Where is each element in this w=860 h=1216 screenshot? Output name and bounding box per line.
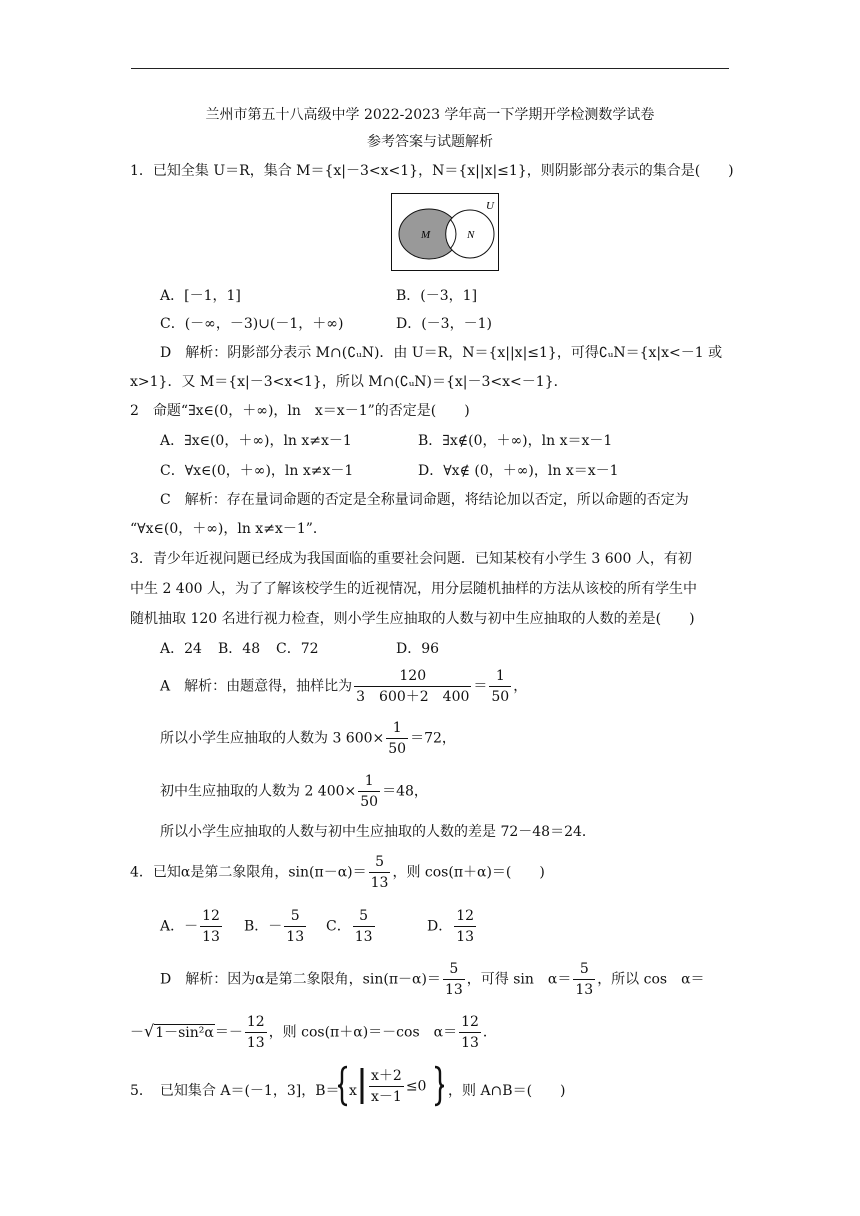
- document-title: 兰州市第五十八高级中学 2022-2023 学年高一下学期开学检测数学试卷: [205, 107, 655, 123]
- frac-denominator: 3 600＋2 400: [354, 686, 471, 706]
- q3-stem-line1: 3．青少年近视问题已经成为我国面临的重要社会问题．已知某校有小学生 3 600 人，有初: [130, 551, 692, 567]
- q2-option-a: A．∃x∈(0，＋∞)，ln x≠x－1: [160, 433, 352, 449]
- frac-denominator: 13: [245, 1032, 267, 1052]
- q2-solution-line1: C 解析：存在量词命题的否定是全称量词命题，将结论加以否定，所以命题的否定为: [160, 492, 689, 508]
- punctuation: ．: [482, 1024, 497, 1041]
- q2-option-b: B．∃x∉(0，＋∞)，ln x＝x－1: [418, 433, 613, 449]
- q1-solution-line2: x>1}．又 M＝{x|－3<x<1}，所以 M∩(∁ᵤN)＝{x|－3<x<－1}．: [130, 374, 568, 390]
- q4-stem-text: 4．已知α是第二象限角，sin(π－α)＝: [130, 864, 367, 881]
- q3-sol3-result: ＝48，: [382, 783, 428, 800]
- frac-numerator: 5: [375, 854, 384, 870]
- frac-numerator: 12: [202, 908, 220, 924]
- minus-sign: －: [130, 1024, 144, 1041]
- q3-solution-line1: [160, 667, 527, 706]
- q4-stem: [130, 853, 545, 892]
- q3-sol2-text: 所以小学生应抽取的人数为 3 600×: [160, 730, 385, 747]
- frac-denominator: 50: [489, 686, 511, 706]
- venn-label-u: U: [486, 200, 494, 212]
- frac-denominator: 50: [358, 791, 380, 811]
- q3-fraction: [386, 719, 408, 758]
- sqrt-sign: √: [144, 1021, 155, 1041]
- set-condition: [367, 1067, 426, 1106]
- q2-option-c: C．∀x∈(0，＋∞)，ln x≠x－1: [160, 463, 354, 479]
- q3-sol1-text: A 解析：由题意得，抽样比为: [160, 678, 353, 695]
- q4-sol1-end: ，所以 cos α＝: [597, 971, 705, 988]
- q3-solution-line4: 所以小学生应抽取的人数与初中生应抽取的人数的差是 72－48＝24．: [160, 824, 596, 840]
- frac-numerator: 1: [495, 668, 505, 684]
- option-fraction: [454, 907, 476, 946]
- q3-solution-line2: [160, 719, 456, 758]
- sqrt-radicand: 1－sin²α: [155, 1024, 214, 1041]
- q2-solution-line2: “∀x∈(0，＋∞)，ln x≠x－1”．: [130, 521, 327, 537]
- q5-stem-pre: 5． 已知集合 A＝(－1，3]，B＝: [130, 1083, 340, 1099]
- frac-numerator: 12: [246, 1014, 265, 1030]
- frac-numerator: 5: [359, 908, 369, 924]
- q1-option-c: C．(－∞，－3)∪(－1，＋∞): [160, 316, 344, 332]
- frac-denominator: 13: [443, 979, 465, 999]
- q3-solution-line3: [160, 772, 428, 811]
- q3-stem-line2: 中生 2 400 人，为了了解该校学生的近视情况，用分层随机抽样的方法从该校的所有学生中: [130, 581, 697, 597]
- frac-numerator: 5: [290, 908, 300, 924]
- q4-sol1-text: D 解析：因为α是第二象限角，sin(π－α)＝: [160, 971, 441, 988]
- option-label: A．－: [160, 918, 199, 935]
- set-var: x: [349, 1083, 357, 1099]
- option-fraction: [353, 907, 375, 946]
- q4-solution-line1: [160, 960, 705, 999]
- frac-numerator: 1: [392, 720, 402, 736]
- frac-denominator: 13: [573, 979, 595, 999]
- venn-label-m: M: [421, 229, 431, 241]
- venn-svg: [392, 194, 498, 270]
- q3-sol2-result: ＝72，: [410, 730, 456, 747]
- frac-numerator: 5: [579, 961, 589, 977]
- q5-fraction: [369, 1067, 404, 1106]
- q4-fraction: [573, 960, 595, 999]
- option-label: C．: [326, 918, 351, 935]
- frac-denominator: 50: [386, 738, 408, 758]
- frac-numerator: 12: [461, 1014, 479, 1030]
- frac-denominator: 13: [284, 926, 306, 946]
- q1-stem: 1．已知全集 U＝R，集合 M＝{x|－3<x<1}，N＝{x||x|≤1}，则阴影部分表示的集合是( ): [130, 163, 734, 179]
- option-label: B．－: [244, 918, 283, 935]
- right-brace: [435, 1067, 444, 1105]
- frac-denominator: 13: [369, 872, 391, 892]
- frac-numerator: x＋2: [371, 1068, 402, 1084]
- frac-denominator: 13: [200, 926, 222, 946]
- frac-denominator: 13: [459, 1032, 481, 1052]
- q1-option-d: D．(－3，－1): [396, 316, 492, 332]
- q1-solution-line1: D 解析：阴影部分表示 M∩(∁ᵤN)．由 U＝R，N＝{x||x|≤1}，可得∁ᵤN＝{x|x<－1 或: [160, 345, 723, 361]
- equals-sign: ＝－: [214, 1024, 243, 1041]
- q4-stem-end: ，则 cos(π＋α)＝( ): [392, 864, 545, 881]
- q1-option-a: A．[－1，1]: [160, 288, 241, 304]
- venn-label-n: N: [467, 229, 475, 241]
- q3-sampling-ratio-fraction: [354, 667, 471, 706]
- document-subtitle: 参考答案与试题解析: [367, 134, 493, 150]
- q1-option-b: B．(－3，1]: [396, 288, 478, 304]
- q3-option-a: A．24: [160, 641, 202, 657]
- q4-option-b: [244, 907, 308, 946]
- q3-option-d: D．96: [396, 641, 440, 657]
- frac-numerator: 5: [449, 961, 459, 977]
- q2-option-d: D．∀x∉ (0，＋∞)，ln x＝x－1: [418, 463, 619, 479]
- q4-option-d: [427, 907, 478, 946]
- q2-stem: 2 命题“∃x∈(0，＋∞)，ln x＝x－1”的否定是( ): [130, 403, 470, 419]
- q3-option-b: B．48: [218, 641, 261, 657]
- frac-denominator: 13: [454, 926, 476, 946]
- left-brace: [338, 1067, 347, 1105]
- q3-ratio-result-fraction: [489, 667, 511, 706]
- q3-option-c: C．72: [276, 641, 319, 657]
- q4-sol2-mid: ，则 cos(π＋α)＝－cos α＝: [268, 1024, 458, 1041]
- header-rule: [131, 68, 729, 69]
- q5-set-b-brace: [338, 1063, 444, 1109]
- q4-fraction: [443, 960, 465, 999]
- q5-stem-end: ，则 A∩B＝( ): [448, 1083, 566, 1099]
- leq-zero: ≤0: [405, 1078, 427, 1095]
- frac-numerator: 12: [456, 908, 475, 924]
- frac-denominator: 13: [353, 926, 375, 946]
- q3-fraction: [358, 772, 380, 811]
- option-fraction: [200, 907, 222, 946]
- q4-option-c: [326, 907, 377, 946]
- q4-solution-line2: [130, 1013, 497, 1052]
- venn-diagram: [391, 193, 499, 271]
- frac-numerator: 120: [399, 668, 427, 684]
- option-fraction: [284, 907, 306, 946]
- frac-numerator: 1: [364, 773, 374, 789]
- q4-fraction: [369, 853, 391, 892]
- option-label: D．: [427, 918, 453, 935]
- q3-sol3-text: 初中生应抽取的人数为 2 400×: [160, 783, 357, 800]
- q4-fraction: [459, 1013, 481, 1052]
- frac-denominator: x－1: [369, 1086, 404, 1106]
- q4-fraction: [245, 1013, 267, 1052]
- q4-option-a: [160, 907, 224, 946]
- punctuation: ，: [513, 678, 528, 695]
- q3-stem-line3: 随机抽取 120 名进行视力检查，则小学生应抽取的人数与初中生应抽取的人数的差是( ): [130, 611, 695, 627]
- equals-sign: ＝: [473, 678, 488, 695]
- q4-sol1-mid: ，可得 sin α＝: [466, 971, 572, 988]
